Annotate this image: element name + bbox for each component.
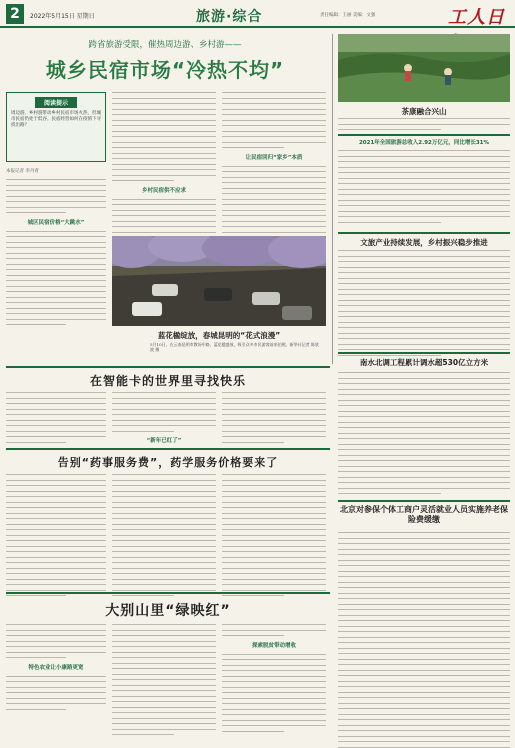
body-text xyxy=(6,179,106,213)
bottom-subhead-2: 特色农业让小康路更宽 xyxy=(28,664,84,671)
lead-kicker: 跨省旅游受限，催热周边游、乡村游—— xyxy=(88,40,242,50)
bottom-headline-2: 告别“药事服务费”，药学服务价格要来了 xyxy=(57,456,279,469)
news-photo-tea xyxy=(338,34,510,102)
right-headline-2: 文旅产业持续发展，乡村振兴稳步推进 xyxy=(360,238,488,247)
column-divider xyxy=(332,34,333,364)
bottom-subhead-3: 探索脱贫带动增收 xyxy=(251,642,296,649)
masthead xyxy=(0,0,515,28)
right-story-1 xyxy=(338,150,510,227)
section-divider xyxy=(338,500,510,502)
bottom-story-1-col-2 xyxy=(112,392,216,449)
issue-date: 2022年5月15日 星期日 xyxy=(30,13,95,20)
tea-photo-title: 茶康融合兴山 xyxy=(401,107,447,116)
body-text xyxy=(222,92,326,148)
tea-caption xyxy=(338,118,510,135)
right-story-2 xyxy=(338,250,510,360)
news-photo-jacaranda xyxy=(112,236,326,326)
bottom-headline-1: 在智能卡的世界里寻找快乐 xyxy=(89,374,246,388)
right-headline-4: 北京对参保个体工商户灵活就业人员实施养老保险费缓缴 xyxy=(340,505,508,524)
reading-tip-title: 阅读提示 xyxy=(35,97,77,108)
bottom-story-3-col-2 xyxy=(112,624,216,740)
right-story-3 xyxy=(338,372,510,499)
section-name: 旅游·综合 xyxy=(196,9,263,25)
tea-garden-photo-image xyxy=(338,34,510,102)
section-divider xyxy=(6,448,330,450)
body-text xyxy=(112,92,216,181)
section-divider xyxy=(338,134,510,136)
bottom-story-2-col-3 xyxy=(222,474,326,601)
lead-subhead-1: 城区民宿价格“大跳水” xyxy=(27,219,85,226)
body-text xyxy=(222,166,326,244)
photo-story-caption: 5月10日，在云南昆明市教场中路，蓝花楹盛放，吸引众多市民游客前来拍照。新华社记者 陈欣波 摄 xyxy=(150,342,319,352)
section-divider xyxy=(6,366,330,368)
page-number: 2 xyxy=(6,4,24,24)
editors-credit: 责任编辑：王丽 美编：文强 xyxy=(320,13,376,18)
lead-column-3 xyxy=(222,92,326,248)
bottom-story-3-col-1 xyxy=(6,624,106,714)
photo-story-title: 蓝花楹绽放，春城昆明的“花式浪漫” xyxy=(157,331,281,340)
lead-headline: 城乡民宿市场“冷热不均” xyxy=(45,58,285,82)
lead-byline: 本报记者 李丹青 xyxy=(6,169,39,174)
bottom-story-2-col-1 xyxy=(6,474,106,601)
bottom-story-3-col-3 xyxy=(222,624,326,736)
right-headline-3: 南水北调工程累计调水超530亿立方米 xyxy=(359,358,489,367)
lead-column-2 xyxy=(112,92,216,254)
newspaper-logo: 工人日 xyxy=(448,7,505,28)
section-divider xyxy=(338,232,510,234)
bottom-subhead-1: “新年已红了” xyxy=(146,438,182,444)
bottom-headline-3: 大别山里“绿映红” xyxy=(105,603,231,619)
section-divider xyxy=(338,352,510,354)
bottom-story-2-col-2 xyxy=(112,474,216,601)
jacaranda-photo-image xyxy=(112,236,326,326)
reading-tip-box xyxy=(6,92,106,162)
lead-subhead-2: 乡村民宿供不应求 xyxy=(141,187,186,194)
right-story-4 xyxy=(338,532,510,748)
lead-subhead-3: 让民宿回归“家乡”本质 xyxy=(245,154,303,161)
bottom-story-1-col-1 xyxy=(6,392,106,447)
lead-column-1 xyxy=(6,168,106,330)
section-divider xyxy=(6,592,330,594)
reading-tip-text: 周边游、乡村游带动乡村民宿市场火热，但城市民宿仍处于低谷。民宿经营如何在疫情下寻找出路？ xyxy=(11,111,101,128)
right-headline-1: 2021年全国旅游总收入2.92万亿元，同比增长31% xyxy=(358,140,490,146)
bottom-story-1-col-3 xyxy=(222,392,326,447)
body-text xyxy=(6,231,106,326)
